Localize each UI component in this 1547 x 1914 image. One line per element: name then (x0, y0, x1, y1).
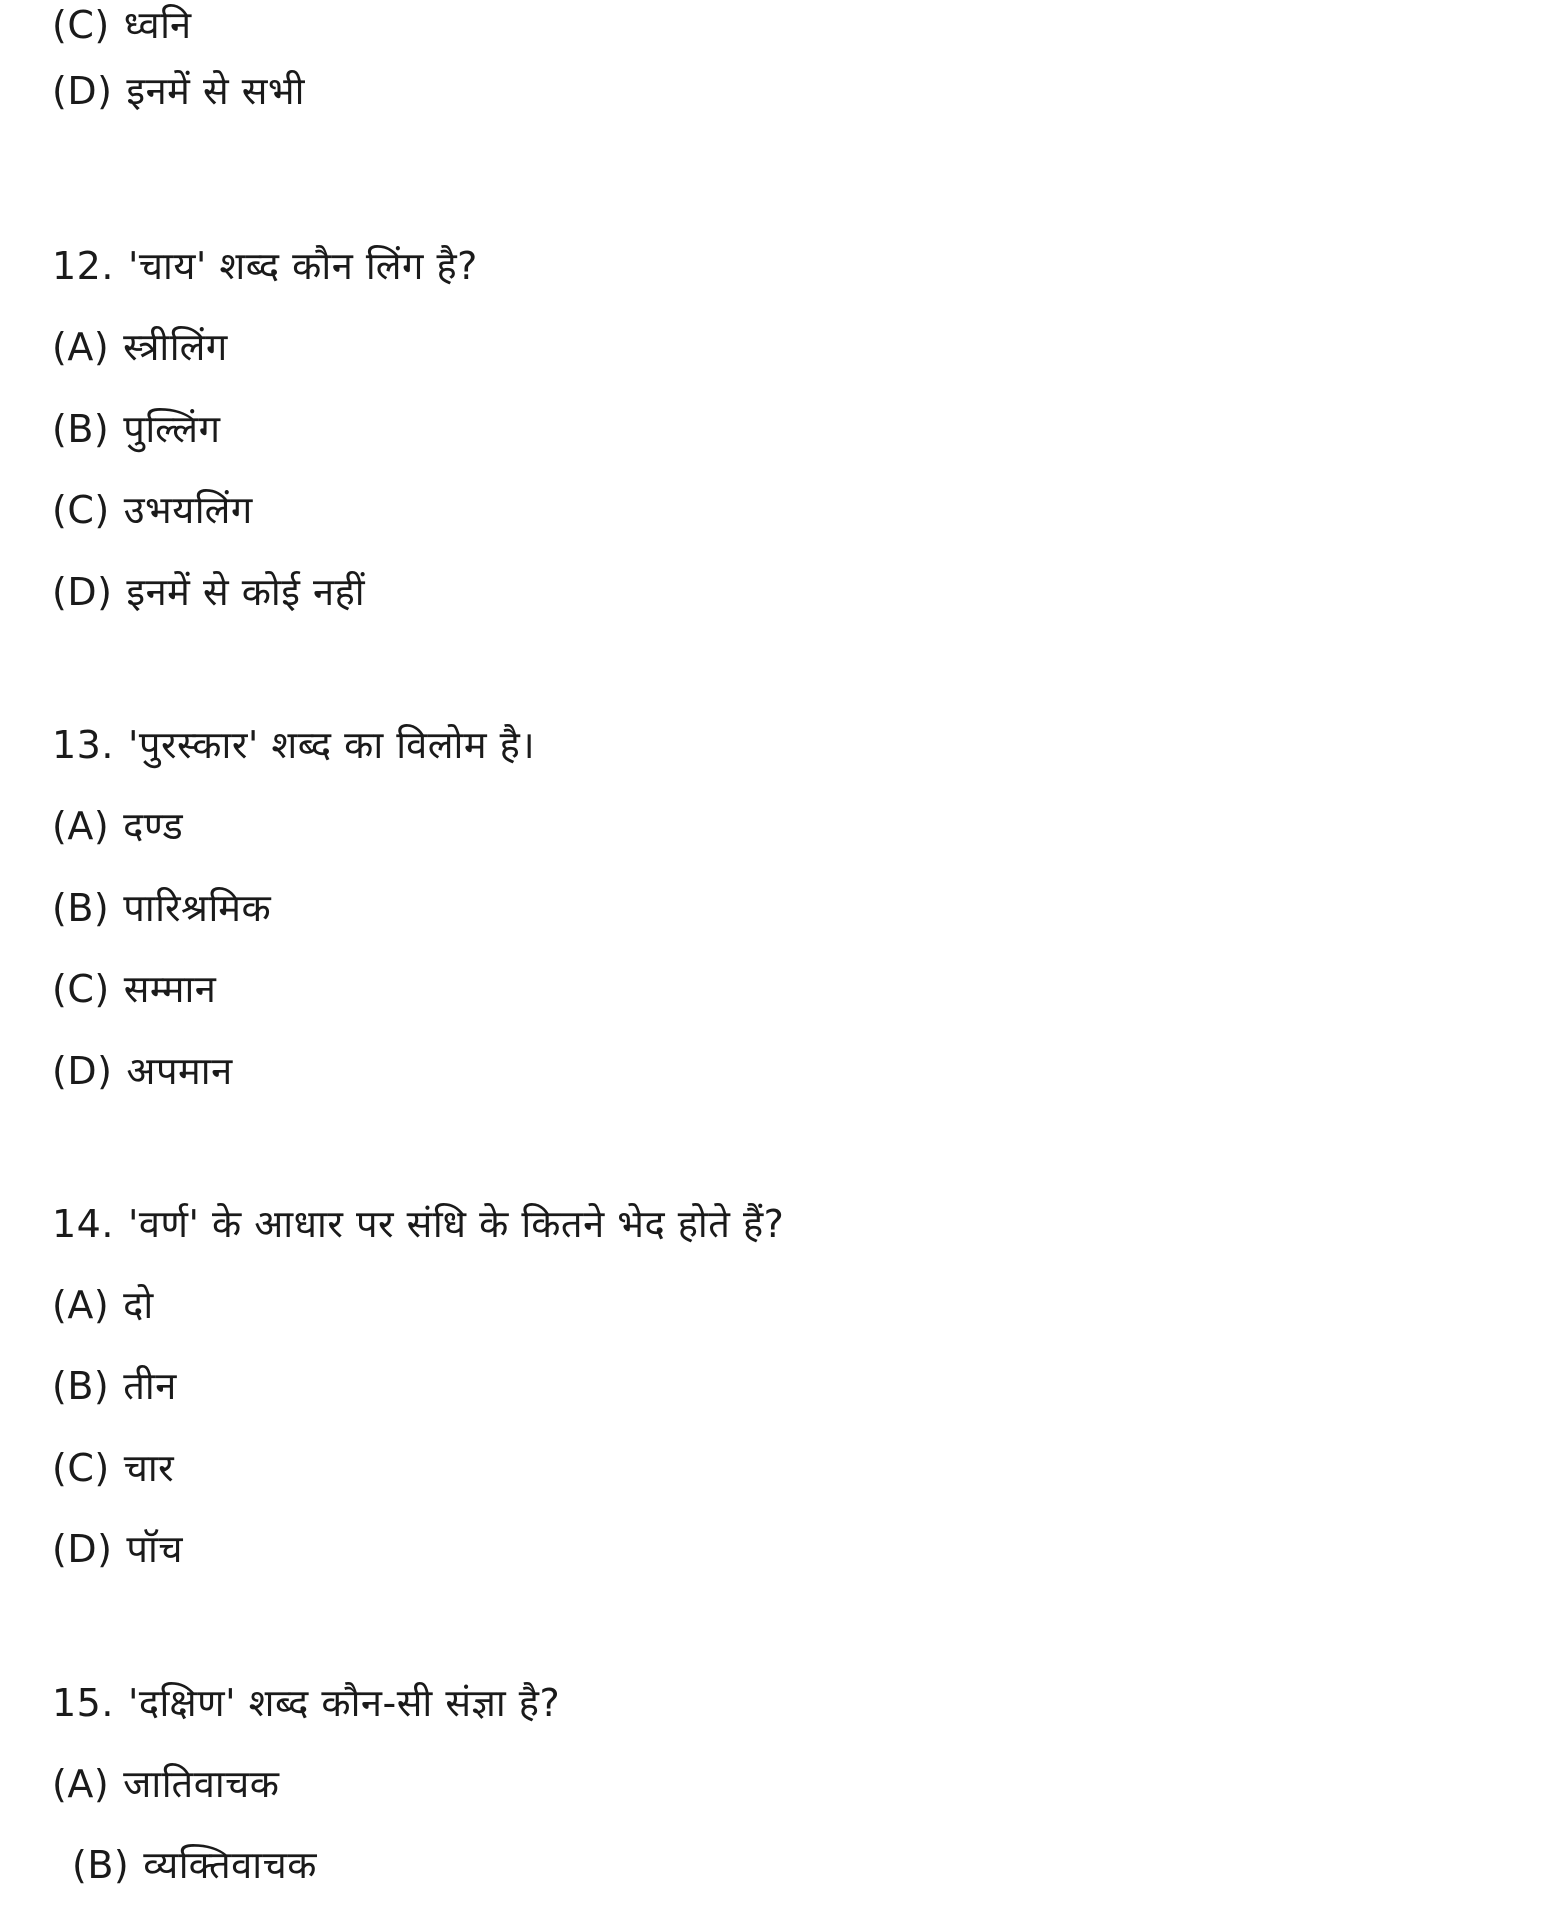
question-number: 14. (52, 1202, 114, 1246)
q14-option-d (52, 1524, 183, 1574)
option-label: (C) (52, 1446, 110, 1490)
option-text: व्यक्तिवाचक (143, 1843, 317, 1887)
option-label: (B) (52, 407, 110, 451)
question-text: 'चाय' शब्द कौन लिंग है? (127, 244, 478, 288)
option-text: तीन (123, 1364, 177, 1408)
option-text: सम्मान (123, 967, 217, 1011)
option-text: स्त्रीलिंग (123, 325, 228, 369)
option-text: दो (123, 1283, 154, 1327)
option-label: (D) (52, 1049, 113, 1093)
option-label: (C) (52, 488, 110, 532)
q12-option-b (52, 404, 220, 454)
q13-option-d (52, 1046, 233, 1096)
q12-option-a (52, 322, 228, 372)
q12-option-d (52, 567, 365, 617)
q15-option-b (72, 1840, 317, 1890)
option-label: (B) (72, 1843, 130, 1887)
q14-option-a (52, 1280, 154, 1330)
option-text: पॉच (126, 1527, 183, 1571)
option-text: पारिश्रमिक (123, 886, 272, 930)
question-text: 'पुरस्कार' शब्द का विलोम है। (127, 723, 536, 767)
question-number: 15. (52, 1681, 114, 1725)
q13-option-b (52, 883, 271, 933)
option-text: जातिवाचक (123, 1762, 280, 1806)
question-12 (52, 241, 478, 291)
option-label: (A) (52, 1283, 110, 1327)
question-number: 12. (52, 244, 114, 288)
q13-option-c (52, 964, 216, 1014)
option-text: दण्ड (123, 804, 184, 848)
question-14 (52, 1199, 784, 1249)
option-text: अपमान (126, 1049, 233, 1093)
option-text: इनमें से कोई नहीं (126, 570, 366, 614)
question-number: 13. (52, 723, 114, 767)
option-label: (C) (52, 967, 110, 1011)
option-text: उभयलिंग (123, 488, 253, 532)
option-label: (A) (52, 325, 110, 369)
option-c (52, 0, 192, 50)
option-label: (D) (52, 1527, 113, 1571)
option-text: पुल्लिंग (123, 407, 221, 451)
option-label: (B) (52, 886, 110, 930)
option-label: (A) (52, 804, 110, 848)
option-label: (C) (52, 3, 110, 47)
question-15 (52, 1678, 560, 1728)
q12-option-c (52, 485, 253, 535)
option-text: ध्वनि (123, 3, 192, 47)
q13-option-a (52, 801, 183, 851)
q15-option-a (52, 1759, 279, 1809)
option-label: (A) (52, 1762, 110, 1806)
option-d (52, 66, 305, 116)
q14-option-b (52, 1361, 177, 1411)
option-label: (B) (52, 1364, 110, 1408)
option-label: (D) (52, 69, 113, 113)
option-label: (D) (52, 570, 113, 614)
question-13 (52, 720, 535, 770)
question-text: 'दक्षिण' शब्द कौन-सी संज्ञा है? (127, 1681, 561, 1725)
option-text: चार (123, 1446, 175, 1490)
question-text: 'वर्ण' के आधार पर संधि के कितने भेद होते हैं? (127, 1202, 785, 1246)
q14-option-c (52, 1443, 174, 1493)
option-text: इनमें से सभी (126, 69, 305, 113)
